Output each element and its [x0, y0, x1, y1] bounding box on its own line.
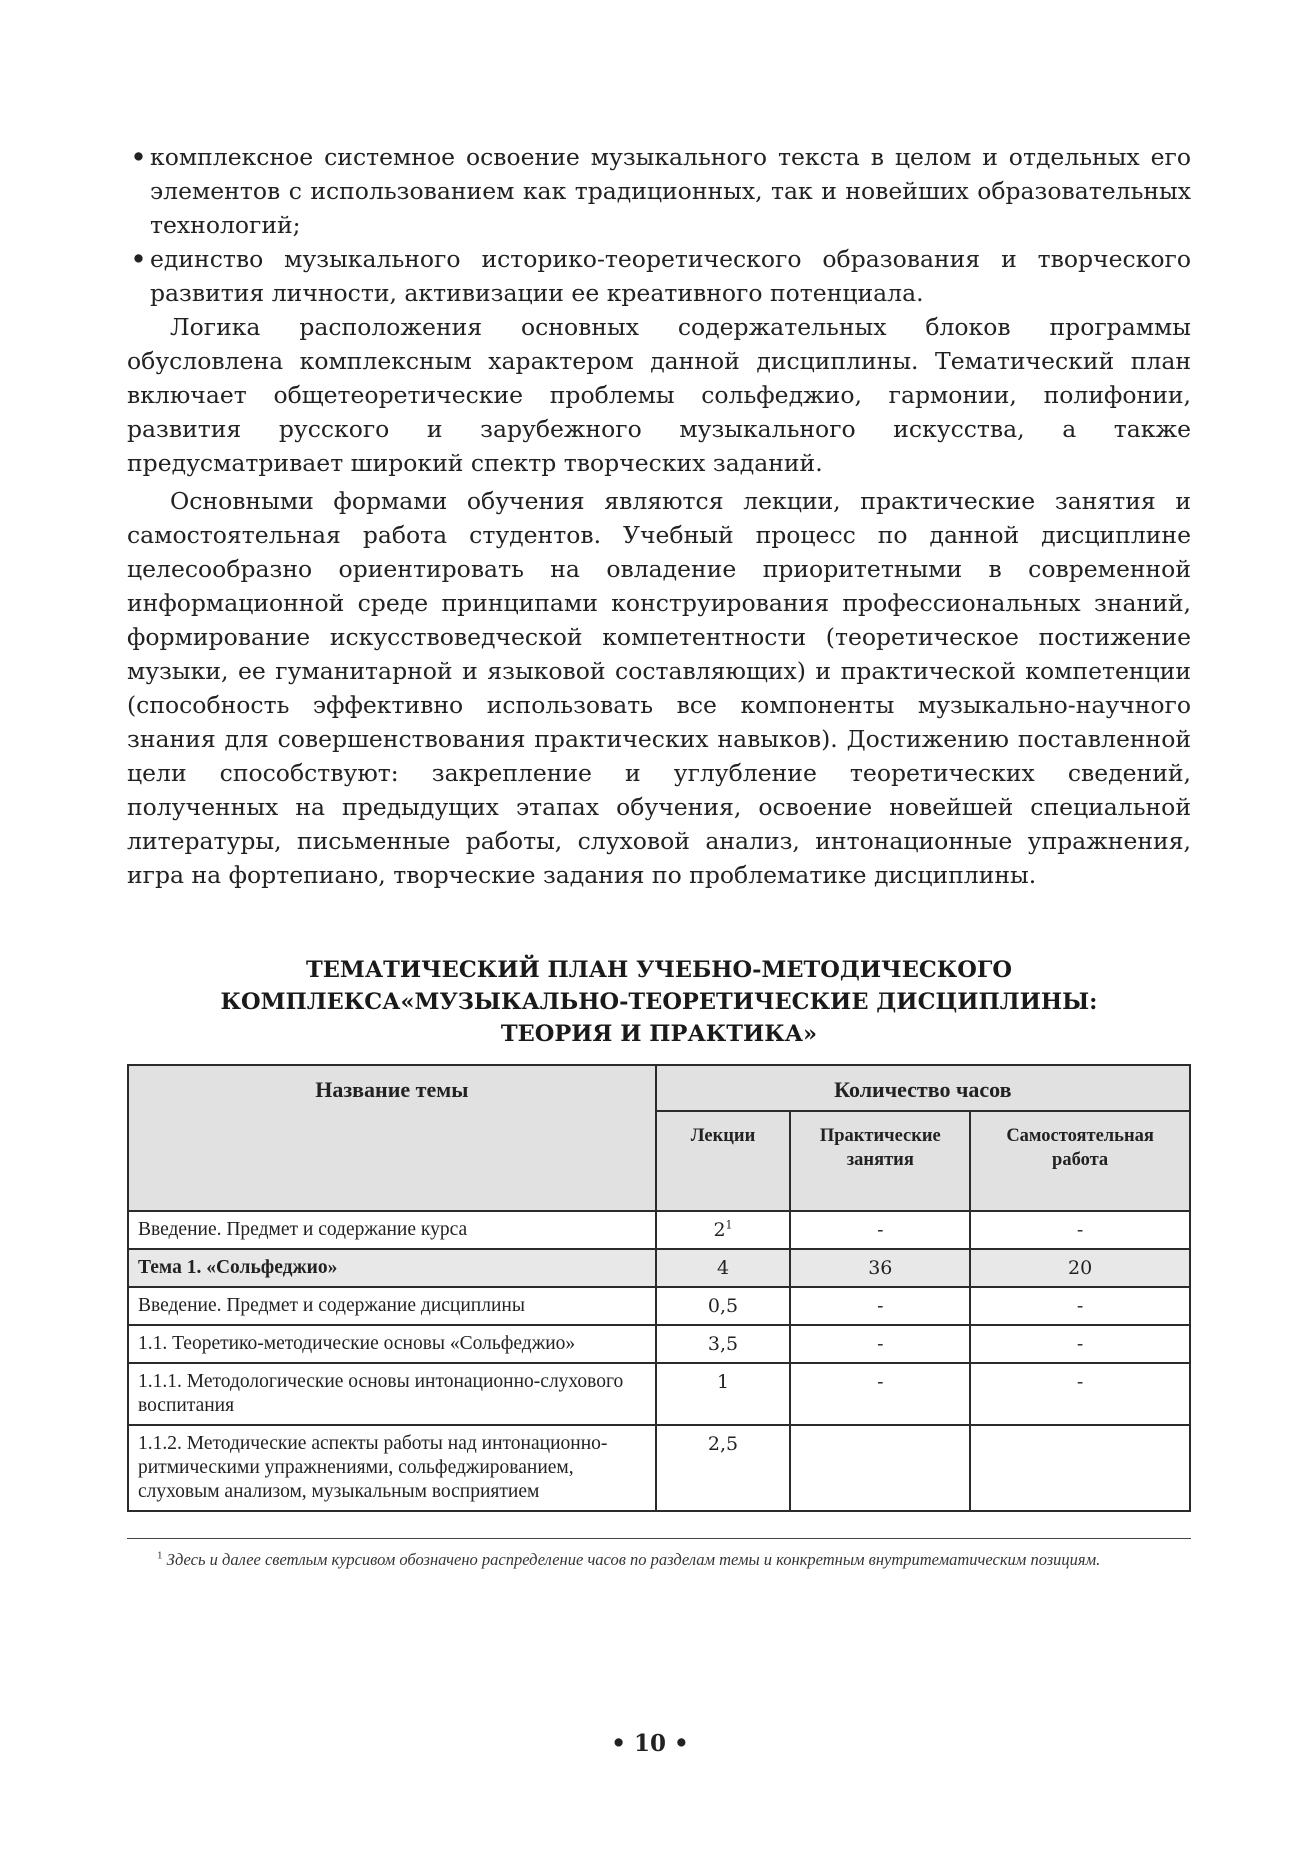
footnote-divider [127, 1538, 1191, 1539]
cell-independent: - [970, 1325, 1190, 1363]
cell-topic: 1.1.1. Методологические основы интонационно-слухового воспитания [128, 1363, 656, 1425]
body-paragraph: Логика расположения основных содержательных блоков программы обусловлена комплексным характером данной дисциплины. Тематический план включает общетеоретические проблемы сольфеджио, гармонии, полифонии, развития русского и зарубежного музыкального искусства, а также предусматривает широкий спектр творческих заданий. [127, 313, 1191, 477]
footnote [127, 1547, 1191, 1572]
plan-title-line: КОМПЛЕКСА«МУЗЫКАЛЬНО-ТЕОРЕТИЧЕСКИЕ ДИСЦИПЛИНЫ: [220, 989, 1098, 1015]
cell-practical: 36 [790, 1249, 970, 1287]
cell-lectures: $2^1$ [656, 1211, 791, 1249]
cell-lectures: 1 [656, 1363, 791, 1425]
cell-topic: Введение. Предмет и содержание дисциплины [128, 1287, 656, 1325]
header-hours: Количество часов [656, 1065, 1190, 1111]
header-independent: Самостоятельная работа [970, 1111, 1190, 1211]
header-practical: Практические занятия [790, 1111, 970, 1211]
page-content [127, 140, 1191, 1572]
table-row [128, 1249, 1190, 1287]
cell-independent: - [970, 1211, 1190, 1249]
bullet-marker: • [131, 245, 147, 273]
cell-topic: Введение. Предмет и содержание курса [128, 1211, 656, 1249]
footnote-ref: 1 [725, 1218, 733, 1232]
table-row [128, 1287, 1190, 1325]
cell-lectures: 3,5 [656, 1325, 791, 1363]
footnote-text: Здесь и далее светлым курсивом обозначено распределение часов по разделам темы и конкретным внутритематическим позициям. [166, 1550, 1101, 1569]
table-row [128, 1211, 1190, 1249]
bullet-marker: • [131, 143, 147, 171]
cell-practical: - [790, 1211, 970, 1249]
plan-title-line: ТЕМАТИЧЕСКИЙ ПЛАН УЧЕБНО-МЕТОДИЧЕСКОГО [306, 957, 1012, 983]
table-row [128, 1325, 1190, 1363]
header-topic: Название темы [128, 1065, 656, 1211]
cell-independent [970, 1425, 1190, 1511]
table-row [128, 1363, 1190, 1425]
plan-title-line: ТЕОРИЯ И ПРАКТИКА» [500, 1021, 818, 1047]
cell-topic: Тема 1. «Сольфеджио» [128, 1249, 656, 1287]
table-row [128, 1425, 1190, 1511]
cell-practical: - [790, 1325, 970, 1363]
footnote-marker: 1 [157, 1549, 163, 1562]
bullet-item [127, 242, 1191, 310]
bullet-text: единство музыкального историко-теоретического образования и творческого развития личности, активизации ее креативного потенциала. [150, 245, 1191, 307]
plan-title [127, 954, 1191, 1050]
cell-lectures: 2,5 [656, 1425, 791, 1511]
cell-topic: 1.1. Теоретико-методические основы «Сольфеджио» [128, 1325, 656, 1363]
cell-lectures: 4 [656, 1249, 791, 1287]
page-number: • 10 • [611, 1730, 689, 1757]
cell-practical: - [790, 1287, 970, 1325]
cell-topic: 1.1.2. Методические аспекты работы над интонационно-ритмическими упражнениями, сольфеджированием, слуховым анализом, музыкальным восприятием [128, 1425, 656, 1511]
cell-independent: 20 [970, 1249, 1190, 1287]
body-paragraph: Основными формами обучения являются лекции, практические занятия и самостоятельная работа студентов. Учебный процесс по данной дисциплине целесообразно ориентировать на овладение приоритетными в современной информационной среде принципами конструирования профессиональных знаний, формирование искусствоведческой компетентности (теоретическое постижение музыки, ее гуманитарной и языковой составляющих) и практической компетенции (способность эффективно использовать все компоненты музыкально-научного знания для совершенствования практических навыков). Достижению поставленной цели способствуют: закрепление и углубление теоретических сведений, полученных на предыдущих этапах обучения, освоение новейшей специальной литературы, письменные работы, слуховой анализ, интонационные упражнения, игра на фортепиано, творческие задания по проблематике дисциплины. [127, 487, 1191, 889]
bullet-item [127, 140, 1191, 242]
cell-lectures: 0,5 [656, 1287, 791, 1325]
cell-independent: - [970, 1363, 1190, 1425]
cell-practical [790, 1425, 970, 1511]
thematic-plan-table [127, 1064, 1191, 1512]
bullet-text: комплексное системное освоение музыкального текста в целом и отдельных его элементов с использованием как традиционных, так и новейших образовательных технологий; [150, 143, 1191, 239]
header-lectures: Лекции [656, 1111, 791, 1211]
cell-practical: - [790, 1363, 970, 1425]
cell-independent: - [970, 1287, 1190, 1325]
